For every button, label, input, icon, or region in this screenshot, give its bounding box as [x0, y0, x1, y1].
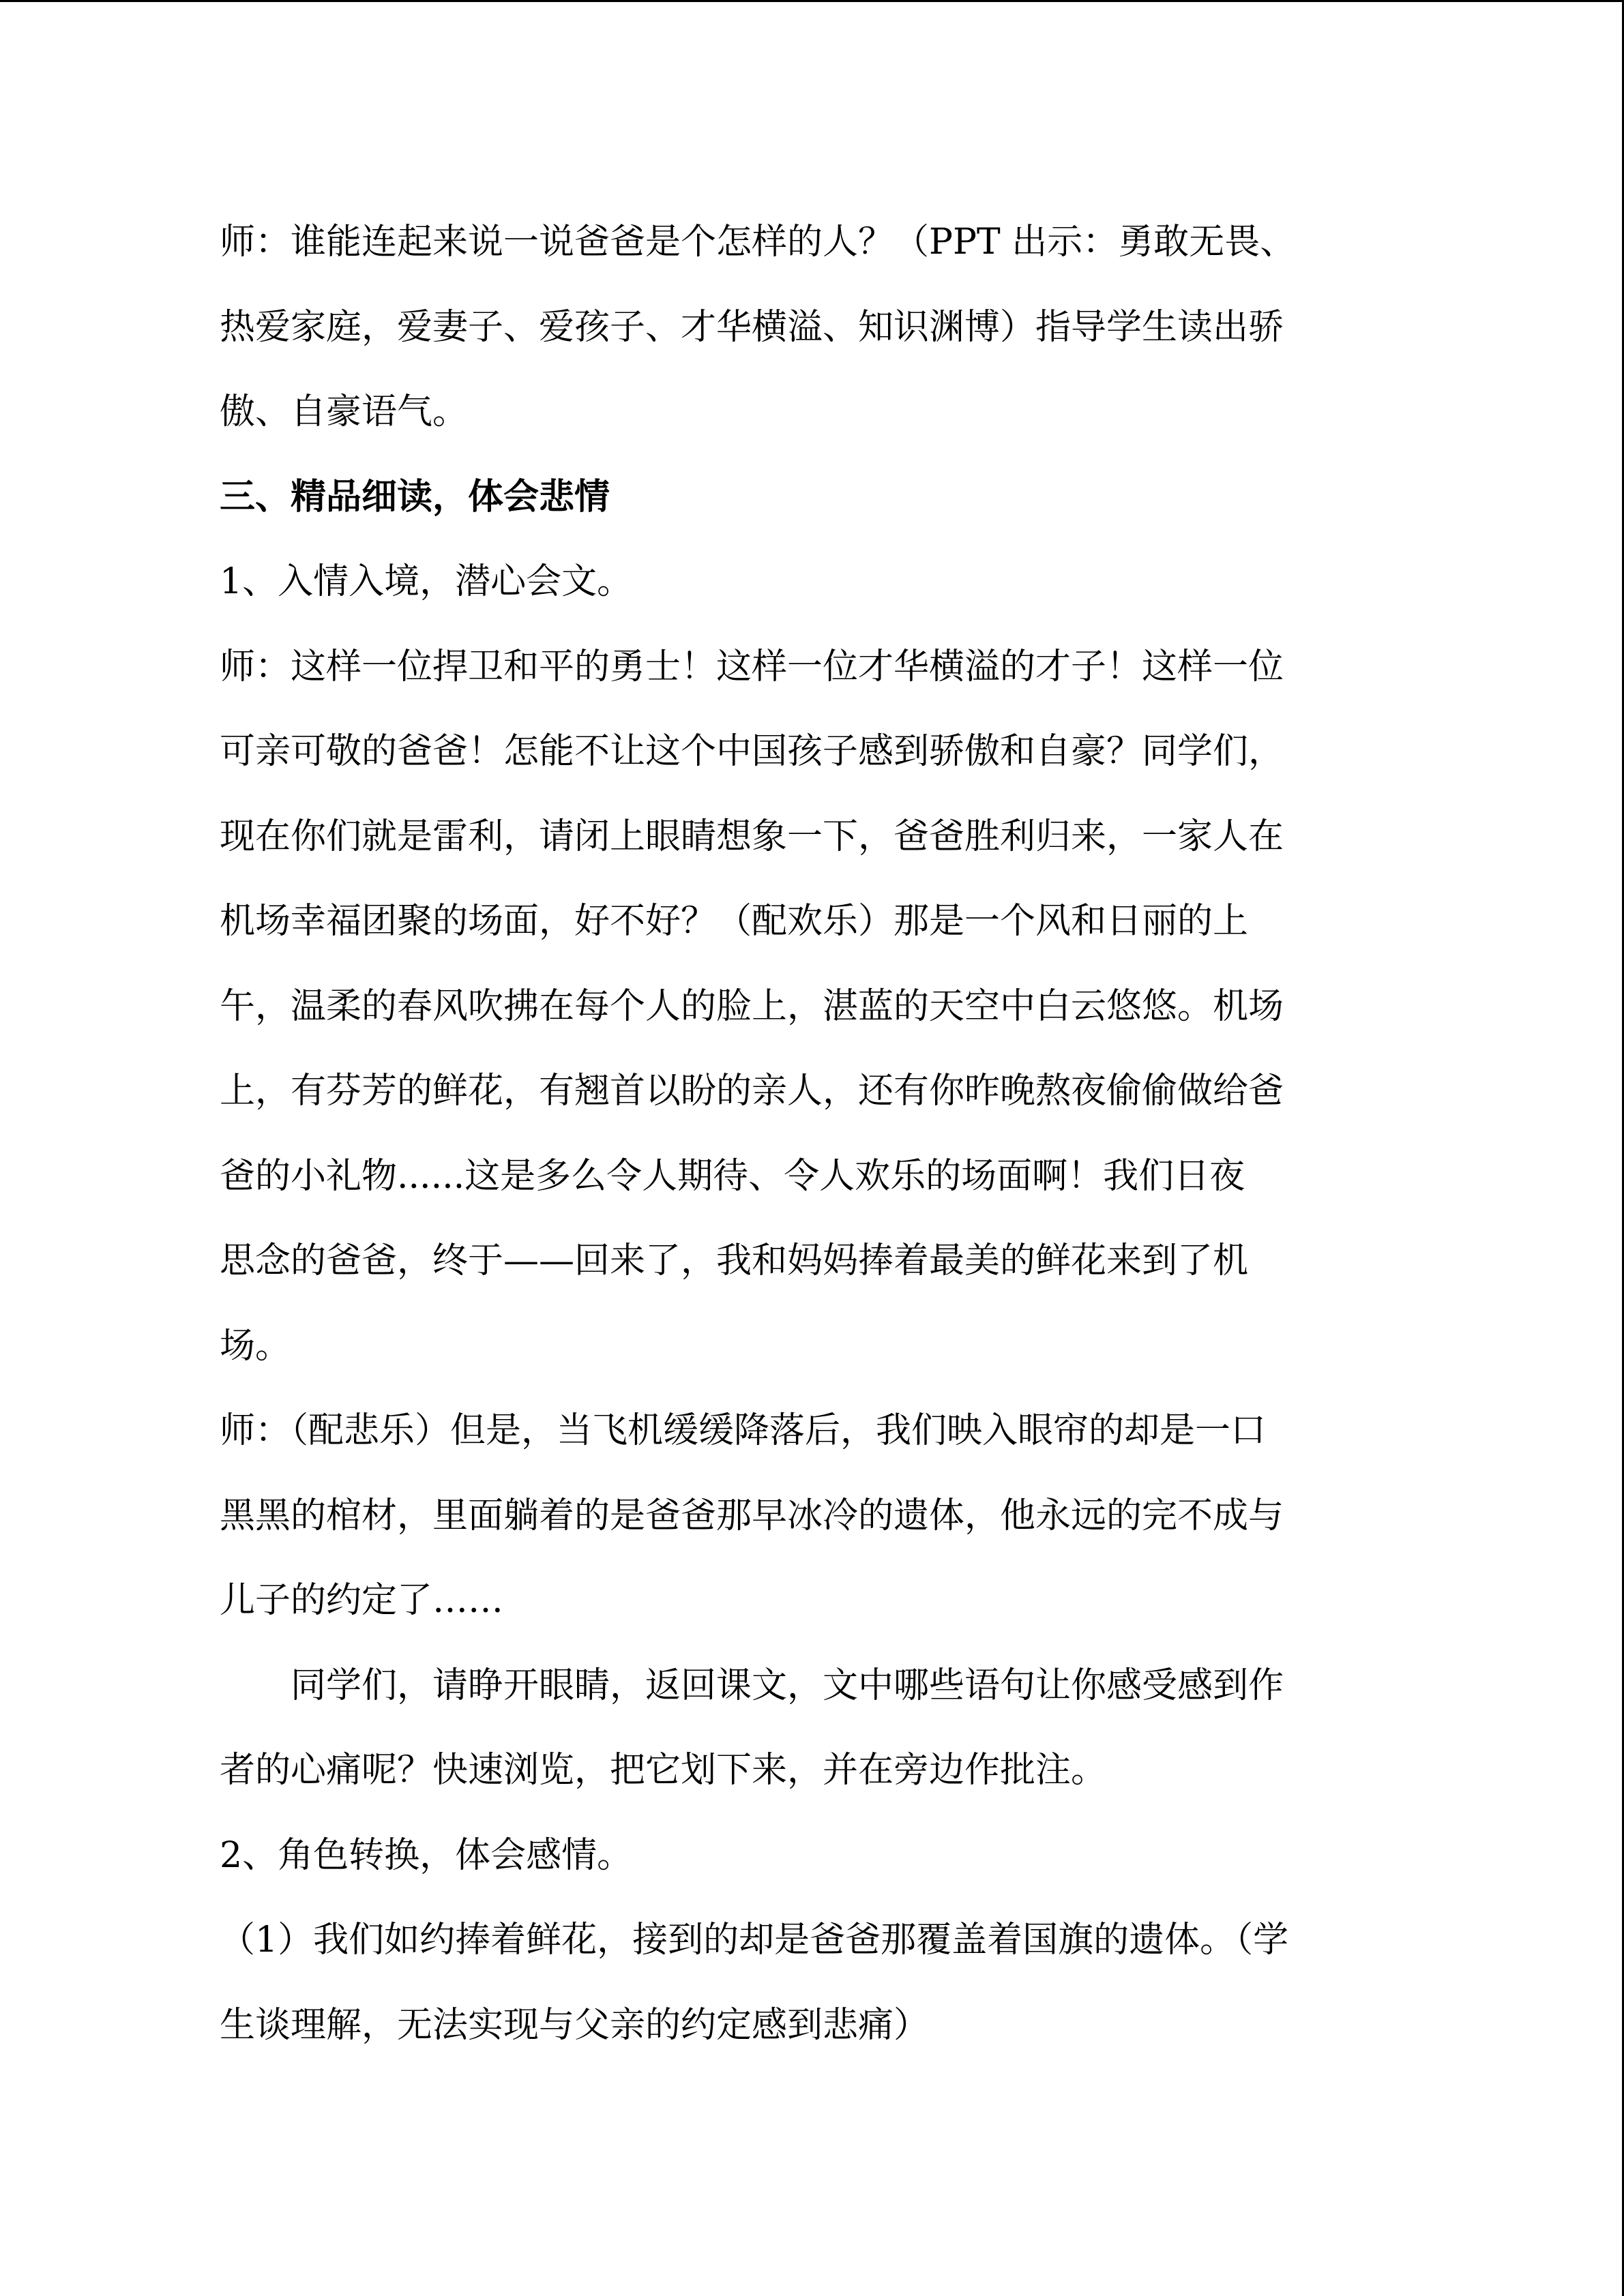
subsection-heading: 1、入情入境，潜心会文。	[220, 561, 633, 602]
paragraph-line: 师：谁能连起来说一说爸爸是个怎样的人？（PPT 出示：勇敢无畏、	[220, 222, 1296, 263]
paragraph-line: 师：这样一位捍卫和平的勇士！这样一位才华横溢的才子！这样一位	[220, 646, 1284, 687]
paragraph-line: 上，有芬芳的鲜花，有翘首以盼的亲人，还有你昨晚熬夜偷偷做给爸	[220, 1071, 1284, 1112]
paragraph-line: 午，温柔的春风吹拂在每个人的脸上，湛蓝的天空中白云悠悠。机场	[220, 985, 1284, 1027]
paragraph-line: 傲、自豪语气。	[220, 391, 469, 432]
paragraph-line: 现在你们就是雷利，请闭上眼睛想象一下，爸爸胜利归来，一家人在	[220, 816, 1284, 857]
paragraph-line: 机场幸福团聚的场面，好不好？（配欢乐）那是一个风和日丽的上	[220, 901, 1249, 942]
paragraph-line: （1）我们如约捧着鲜花，接到的却是爸爸那覆盖着国旗的遗体。（学	[220, 1920, 1289, 1960]
paragraph-line: 思念的爸爸，终于——回来了，我和妈妈捧着最美的鲜花来到了机	[220, 1240, 1249, 1281]
section-heading: 三、精品细读，体会悲情	[220, 475, 610, 518]
paragraph-line: 可亲可敬的爸爸！怎能不让这个中国孩子感到骄傲和自豪？同学们，	[220, 731, 1284, 772]
paragraph-line: 生谈理解，无法实现与父亲的约定感到悲痛）	[220, 2004, 930, 2046]
paragraph-line: 儿子的约定了……	[220, 1580, 504, 1621]
document-body	[220, 200, 1372, 2068]
paragraph-line: 同学们，请睁开眼睛，返回课文，文中哪些语句让你感受感到作	[220, 1665, 1284, 1706]
paragraph-line: 黑黑的棺材，里面躺着的是爸爸那早冰冷的遗体，他永远的完不成与	[220, 1495, 1284, 1536]
paragraph-line: 爸的小礼物......这是多么令人期待、令人欢乐的场面啊！我们日夜	[220, 1155, 1245, 1197]
paragraph-line: 师：（配悲乐）但是，当飞机缓缓降落后，我们映入眼帘的却是一口	[220, 1410, 1267, 1451]
paragraph-line: 热爱家庭，爱妻子、爱孩子、才华横溢、知识渊博）指导学生读出骄	[220, 306, 1284, 348]
paragraph-line: 场。	[220, 1325, 291, 1367]
paragraph-line: 者的心痛呢？快速浏览，把它划下来，并在旁边作批注。	[220, 1750, 1107, 1791]
subsection-heading: 2、角色转换，体会感情。	[220, 1834, 633, 1876]
